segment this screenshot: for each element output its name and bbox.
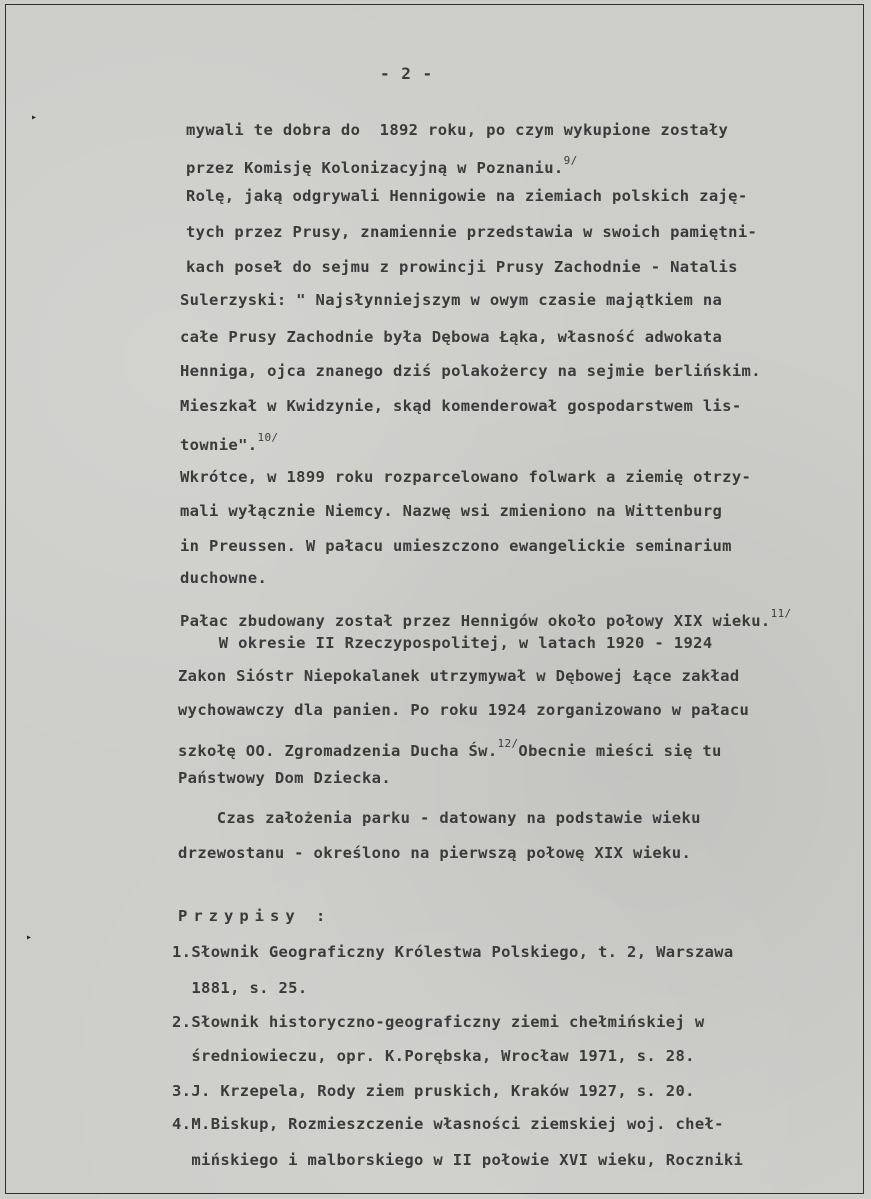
body-line: drzewostanu - określono na pierwszą połowę XIX wieku. — [178, 844, 692, 862]
body-line: Państwowy Dom Dziecka. — [178, 769, 391, 787]
body-line: mali wyłącznie Niemcy. Nazwę wsi zmieniono na Wittenburg — [180, 502, 723, 520]
body-line: W okresie II Rzeczypospolitej, w latach 1920 - 1924 — [180, 634, 713, 652]
footnote-ref: 10/ — [257, 431, 279, 444]
footnote-item: mińskiego i malborskiego w II połowie XVI wieku, Roczniki — [172, 1151, 744, 1169]
body-line: Zakon Sióstr Niepokalanek utrzymywał w Dębowej Łące zakład — [178, 667, 740, 685]
body-line — [178, 734, 722, 761]
body-line-text: przez Komisję Kolonizacyjną w Poznaniu. — [186, 159, 564, 177]
body-line — [180, 604, 792, 631]
body-line: Wkrótce, w 1899 roku rozparcelowano folwark a ziemię otrzy- — [180, 468, 752, 486]
body-line: całe Prusy Zachodnie była Dębowa Łąka, własność adwokata — [180, 328, 723, 346]
footnote-item: 4.M.Biskup, Rozmieszczenie własności ziemskiej woj. cheł- — [172, 1115, 724, 1133]
body-line-tail: Obecnie mieści się tu — [518, 742, 722, 760]
margin-mark: ▸ — [26, 932, 33, 943]
footnote-item: 2.Słownik historyczno-geograficzny ziemi chełmińskiej w — [172, 1013, 705, 1031]
body-line-text: szkołę OO. Zgromadzenia Ducha Św. — [178, 742, 498, 760]
body-line: Rolę, jaką odgrywali Hennigowie na ziemiach polskich zaję- — [186, 187, 748, 205]
body-line: kach poseł do sejmu z prowincji Prusy Zachodnie - Natalis — [186, 258, 738, 276]
footnotes-heading: Przypisy : — [178, 907, 332, 925]
body-line: Mieszkał w Kwidzynie, skąd komenderował gospodarstwem lis- — [180, 397, 742, 415]
body-line: tych przez Prusy, znamiennie przedstawia w swoich pamiętni- — [186, 223, 758, 241]
footnote-item: 1.Słownik Geograficzny Królestwa Polskiego, t. 2, Warszawa — [172, 943, 734, 961]
body-line: Henniga, ojca znanego dziś polakożercy na sejmie berlińskim. — [180, 362, 761, 380]
footnote-ref: 11/ — [770, 607, 792, 620]
body-line — [186, 151, 578, 178]
footnote-item: 3.J. Krzepela, Rody ziem pruskich, Kraków 1927, s. 20. — [172, 1082, 695, 1100]
body-line: duchowne. — [180, 569, 268, 587]
body-line: Czas założenia parku - datowany na podstawie wieku — [178, 809, 701, 827]
body-line-text: Pałac zbudowany został przez Hennigów około połowy XIX wieku. — [180, 612, 771, 630]
body-line: Sulerzyski: " Najsłynniejszym w owym czasie majątkiem na — [180, 291, 723, 309]
body-line — [180, 428, 278, 455]
body-line: mywali te dobra do 1892 roku, po czym wykupione zostały — [186, 121, 729, 139]
margin-mark: ▸ — [31, 112, 38, 123]
body-line: wychowawczy dla panien. Po roku 1924 zorganizowano w pałacu — [178, 701, 750, 719]
footnote-ref: 12/ — [497, 737, 519, 750]
footnote-item: 1881, s. 25. — [172, 979, 308, 997]
footnote-ref: 9/ — [563, 154, 578, 167]
body-line: in Preussen. W pałacu umieszczono ewangelickie seminarium — [180, 537, 732, 555]
footnote-item: średniowieczu, opr. K.Porębska, Wrocław 1971, s. 28. — [172, 1047, 695, 1065]
body-line-text: townie". — [180, 436, 258, 454]
page-number: - 2 - — [380, 64, 434, 83]
